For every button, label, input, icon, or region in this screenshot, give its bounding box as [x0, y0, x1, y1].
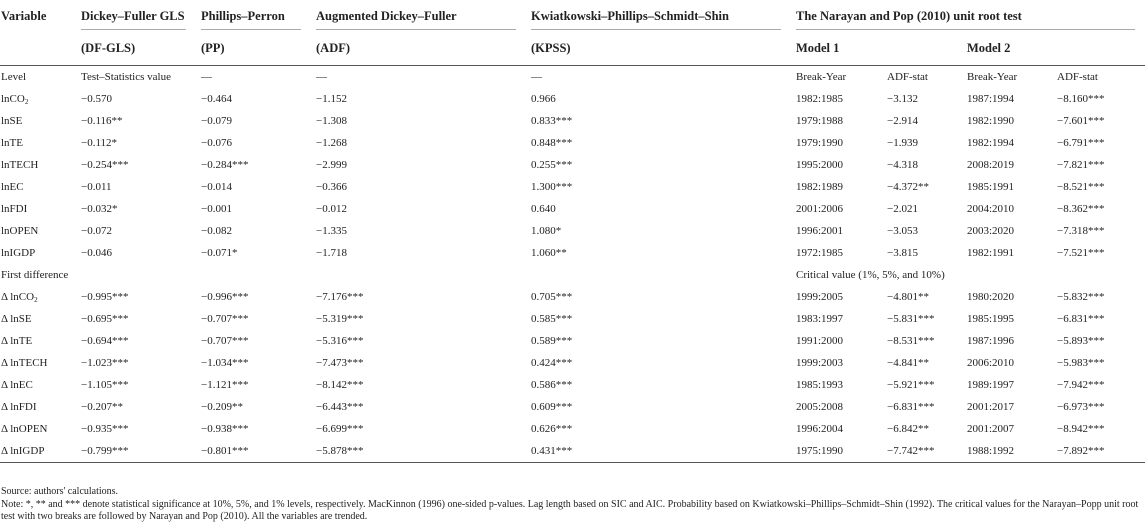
table-cell: 1982:1994: [967, 137, 1015, 149]
table-cell: 2006:2010: [967, 357, 1015, 369]
table-cell: −0.076: [201, 137, 232, 149]
table-cell: 2003:2020: [967, 225, 1015, 237]
header-test-kpss: Kwiatkowski–Phillips–Schmidt–Shin: [530, 0, 795, 32]
table-cell: −1.268: [316, 137, 347, 149]
table-cell: −6.443***: [316, 401, 364, 413]
table-cell: −0.799***: [80, 440, 200, 463]
table-row: [0, 308, 1145, 330]
table-cell: −0.014: [201, 181, 232, 193]
row-label: lnFDI: [1, 203, 28, 215]
table-row: [0, 110, 1145, 132]
table-row: [0, 352, 1145, 374]
table-cell: 0.833***: [531, 115, 573, 127]
row-label: Δ lnSE: [1, 313, 32, 325]
table-cell: 1995:2000: [796, 159, 844, 171]
table-cell: −8.362***: [1057, 203, 1105, 215]
table-cell: [200, 264, 315, 286]
table-cell: −0.284***: [201, 159, 249, 171]
table-cell: 0.255***: [531, 159, 573, 171]
table-cell: −0.996***: [201, 291, 249, 303]
table-cell: 1987:1994: [967, 93, 1015, 105]
row-label: lnOPEN: [1, 225, 39, 237]
table-cell: 1991:2000: [796, 335, 844, 347]
table-cell: −0.001: [201, 203, 232, 215]
table-cell: −0.464: [201, 93, 232, 105]
table-cell: 1985:1995: [967, 313, 1015, 325]
table-cell: −0.570: [81, 93, 112, 105]
table-cell: −0.071*: [201, 247, 238, 259]
header-model-2: Model 2: [966, 32, 1145, 66]
table-cell: 1999:2003: [796, 357, 844, 369]
table-cell: 0.609***: [531, 401, 573, 413]
table-cell: —: [201, 71, 212, 83]
table-cell: [80, 264, 200, 286]
table-cell: 1985:1993: [796, 379, 844, 391]
table-row: [0, 66, 1145, 89]
table-cell: −1.105***: [81, 379, 129, 391]
table-cell: −0.935***: [81, 423, 129, 435]
header-abbr-kpss: (KPSS): [530, 32, 795, 66]
table-cell: −0.011: [81, 181, 112, 193]
table-cell: 1988:1992: [966, 440, 1056, 463]
table-cell: 0.966: [531, 93, 556, 105]
table-cell: −5.316***: [316, 335, 364, 347]
table-cell: −5.921***: [887, 379, 935, 391]
table-cell: 0.640: [531, 203, 556, 215]
table-cell: 0.705***: [531, 291, 573, 303]
table-cell: −0.707***: [201, 335, 249, 347]
header-abbr-dfgls: (DF-GLS): [80, 32, 200, 66]
table-cell: −0.046: [81, 247, 112, 259]
table-cell: 2001:2017: [967, 401, 1015, 413]
row-label: Δ lnFDI: [1, 401, 37, 413]
table-cell: −7.942***: [1057, 379, 1105, 391]
header-test-adf: Augmented Dickey–Fuller: [315, 0, 530, 32]
table-cell: 1996:2001: [796, 225, 844, 237]
table-row: [0, 286, 1145, 308]
table-cell: [530, 264, 795, 286]
table-cell: −8.531***: [887, 335, 935, 347]
table-cell: −0.012: [316, 203, 347, 215]
table-cell: −5.983***: [1057, 357, 1105, 369]
table-cell: 1979:1988: [796, 115, 844, 127]
table-cell: −7.601***: [1057, 115, 1105, 127]
row-label: First difference: [1, 269, 69, 281]
table-cell: −1.308: [316, 115, 347, 127]
table-cell: 2001:2006: [796, 203, 844, 215]
row-label: lnTECH: [1, 159, 39, 171]
table-row: [0, 418, 1145, 440]
table-cell: −8.521***: [1057, 181, 1105, 193]
table-row: [0, 440, 1145, 463]
table-cell: −0.082: [201, 225, 232, 237]
table-cell: −0.938***: [201, 423, 249, 435]
table-cell: 1972:1985: [796, 247, 844, 259]
table-cell: —: [316, 71, 327, 83]
table-cell: −0.116**: [81, 115, 123, 127]
table-cell: −4.318: [887, 159, 918, 171]
table-cell: −3.132: [887, 93, 918, 105]
table-cell: −7.473***: [316, 357, 364, 369]
table-cell: −8.142***: [316, 379, 364, 391]
header-model-1: Model 1: [795, 32, 966, 66]
table-cell: ADF-stat: [887, 71, 928, 83]
table-cell: 0.431***: [530, 440, 795, 463]
table-cell: [315, 264, 530, 286]
table-cell: −0.366: [316, 181, 347, 193]
row-label: Δ lnTE: [1, 335, 33, 347]
table-cell: 0.424***: [531, 357, 573, 369]
header-abbr-adf: (ADF): [315, 32, 530, 66]
table-cell: 2008:2019: [967, 159, 1015, 171]
table-cell: −7.318***: [1057, 225, 1105, 237]
table-cell: −2.914: [887, 115, 918, 127]
source-note: Source: authors' calculations.: [1, 486, 119, 497]
table-cell: −3.053: [887, 225, 918, 237]
table-cell: 1.300***: [531, 181, 573, 193]
table-cell: Break-Year: [796, 71, 847, 83]
table-cell: —: [531, 71, 542, 83]
row-label: lnTE: [1, 137, 23, 149]
header-blank: [0, 32, 80, 66]
table-cell: −0.254***: [81, 159, 129, 171]
header-variable: Variable: [1, 8, 47, 23]
table-cell: −0.209**: [201, 401, 243, 413]
table-cell: −1.034***: [201, 357, 249, 369]
table-cell: Break-Year: [967, 71, 1018, 83]
table-cell: 0.848***: [531, 137, 573, 149]
table-header: [0, 0, 1145, 66]
table-cell: 1985:1991: [967, 181, 1015, 193]
table-cell: ADF-stat: [1057, 71, 1098, 83]
table-row: [0, 132, 1145, 154]
table-cell: −7.176***: [316, 291, 364, 303]
table-cell: −4.801**: [887, 291, 929, 303]
row-label: Δ lnTECH: [1, 357, 48, 369]
row-label: Δ lnEC: [1, 379, 33, 391]
table-cell: 1.080*: [531, 225, 562, 237]
table-cell: −1.718: [316, 247, 347, 259]
table-cell: −6.973***: [1057, 401, 1105, 413]
table-cell: 1983:1997: [796, 313, 844, 325]
table-cell: −2.021: [887, 203, 918, 215]
row-label: lnSE: [1, 115, 23, 127]
table-cell: −4.841**: [887, 357, 929, 369]
table-cell: 1980:2020: [967, 291, 1015, 303]
significance-note: Note: *, ** and *** denote statistical significance at 10%, 5%, and 1% levels, respectively. MacKinnon (1996) one-sided p-values. Lag length based on SIC and AIC. Probability based on Kwiatkowski–Phillips–Schmidt–Shin (1992). The critical values for the Narayan–Popp unit root test with two breaks are followed by Narayan and Pop (2010). All the variables are trended.: [1, 498, 1139, 522]
table-cell: −0.079: [201, 115, 232, 127]
table-row: [0, 154, 1145, 176]
table-row: [0, 264, 1145, 286]
table-cell: −6.699***: [316, 423, 364, 435]
table-cell: 0.586***: [531, 379, 573, 391]
table-row: [0, 396, 1145, 418]
table-cell: −1.023***: [81, 357, 129, 369]
table-cell: 0.585***: [531, 313, 573, 325]
table-cell: Test–Statistics value: [81, 71, 171, 83]
table-cell: −7.821***: [1057, 159, 1105, 171]
table-cell: −6.831***: [1057, 313, 1105, 325]
table-row: [0, 374, 1145, 396]
table-cell: −1.152: [316, 93, 347, 105]
table-cell: 1996:2004: [796, 423, 844, 435]
table-row: [0, 220, 1145, 242]
table-row: [0, 198, 1145, 220]
table-cell: −0.072: [81, 225, 112, 237]
table-cell: 1982:1990: [967, 115, 1015, 127]
table-cell: −0.112*: [81, 137, 118, 149]
table-cell: −0.801***: [200, 440, 315, 463]
table-cell: −1.121***: [201, 379, 249, 391]
table-cell: −0.707***: [201, 313, 249, 325]
table-body: [0, 66, 1145, 463]
table-cell: 0.626***: [531, 423, 573, 435]
row-label: lnCO$_2$: [1, 92, 29, 106]
table-cell: 1975:1990: [795, 440, 886, 463]
table-cell: −8.942***: [1057, 423, 1105, 435]
table-cell: −0.694***: [81, 335, 129, 347]
table-row: [0, 242, 1145, 264]
table-cell: 1979:1990: [796, 137, 844, 149]
table-cell: 1982:1991: [967, 247, 1015, 259]
table-notes: [1, 486, 1144, 524]
table-cell: −0.032*: [81, 203, 118, 215]
table-cell: −0.207**: [81, 401, 123, 413]
header-test-pp: Phillips–Perron: [200, 0, 315, 32]
table-cell: 1982:1985: [796, 93, 844, 105]
table-cell: −4.372**: [887, 181, 929, 193]
table-cell: Critical value (1%, 5%, and 10%): [796, 269, 945, 281]
table-row: [0, 176, 1145, 198]
header-test-dfgls: Dickey–Fuller GLS: [80, 0, 200, 32]
table-cell: 2005:2008: [796, 401, 844, 413]
header-abbr-pp: (PP): [200, 32, 315, 66]
table-cell: −5.831***: [887, 313, 935, 325]
row-label: Δ lnIGDP: [0, 440, 80, 463]
table-cell: 1.060**: [531, 247, 567, 259]
table-cell: −6.791***: [1057, 137, 1105, 149]
table-row: [0, 88, 1145, 110]
table-cell: −1.939: [887, 137, 918, 149]
table-cell: −8.160***: [1057, 93, 1105, 105]
table-row: [0, 330, 1145, 352]
table-cell: −7.521***: [1057, 247, 1105, 259]
table-cell: −7.892***: [1056, 440, 1145, 463]
table-cell: 2004:2010: [967, 203, 1015, 215]
table-cell: 2001:2007: [967, 423, 1015, 435]
table-cell: −5.893***: [1057, 335, 1105, 347]
table-cell: −5.832***: [1057, 291, 1105, 303]
table-cell: −6.831***: [887, 401, 935, 413]
table-cell: −3.815: [887, 247, 918, 259]
table-cell: −5.319***: [316, 313, 364, 325]
row-label: lnEC: [1, 181, 24, 193]
table-cell: −2.999: [316, 159, 347, 171]
table-cell: −6.842**: [887, 423, 929, 435]
table-cell: 1982:1989: [796, 181, 844, 193]
table-cell: 1989:1997: [967, 379, 1015, 391]
row-label: Δ lnCO$_2$: [1, 290, 38, 304]
table-cell: 0.589***: [531, 335, 573, 347]
row-label: Level: [1, 71, 27, 83]
row-label: lnIGDP: [1, 247, 36, 259]
table-cell: 1987:1996: [967, 335, 1015, 347]
table-cell: −1.335: [316, 225, 347, 237]
table-cell: −7.742***: [886, 440, 966, 463]
row-label: Δ lnOPEN: [1, 423, 48, 435]
table-cell: 1999:2005: [796, 291, 844, 303]
table-cell: −0.695***: [81, 313, 129, 325]
header-narayan-pop: The Narayan and Pop (2010) unit root test: [795, 0, 1145, 32]
table-cell: −0.995***: [81, 291, 129, 303]
table-cell: −5.878***: [315, 440, 530, 463]
